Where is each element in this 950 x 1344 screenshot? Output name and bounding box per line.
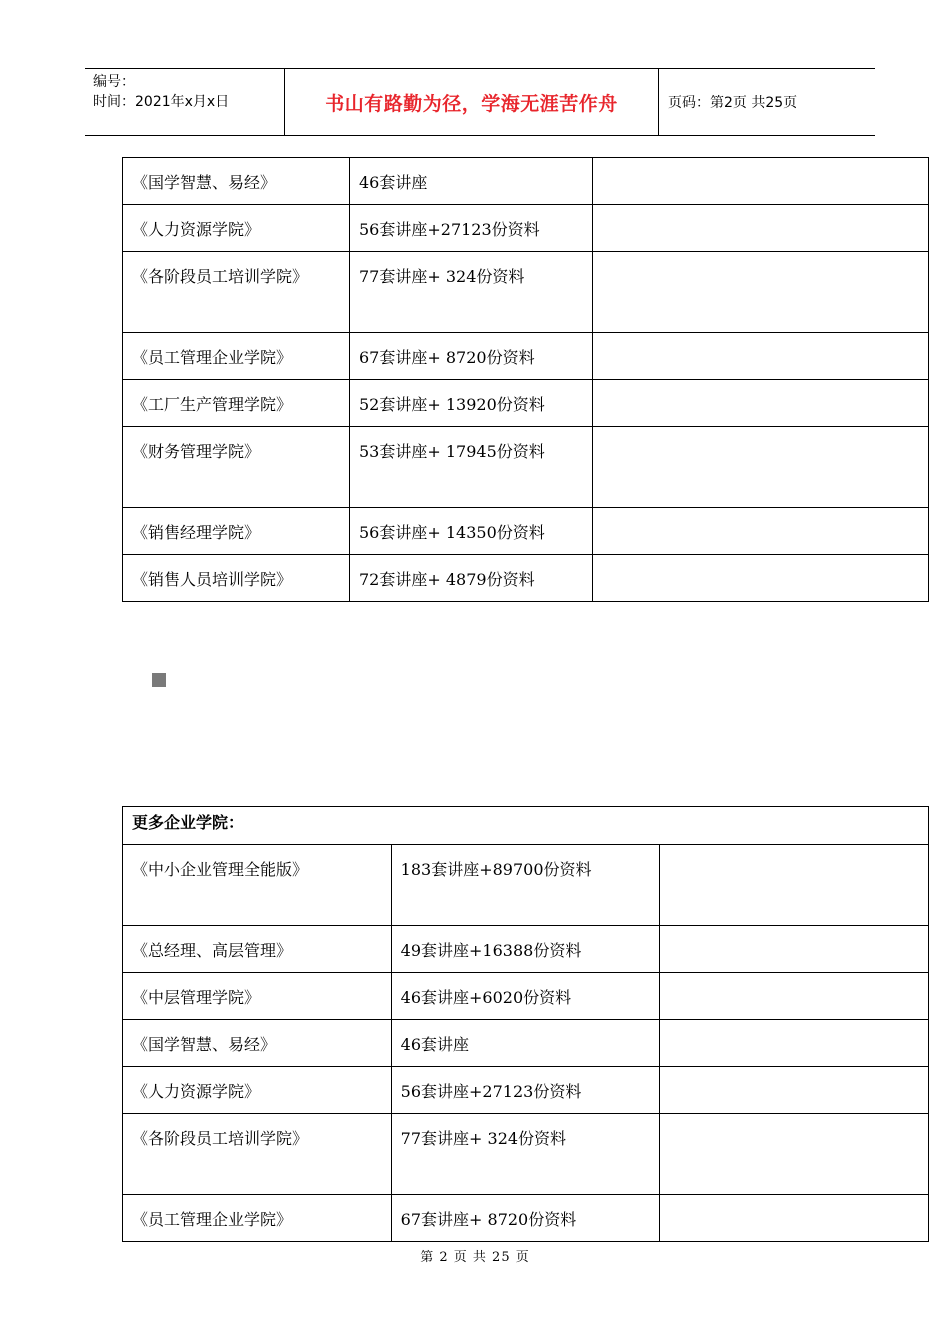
table-row [123,555,929,602]
table-row [123,926,929,973]
course-name: 《国学智慧、易经》 [123,1020,392,1067]
section-title: 更多企业学院： [123,807,929,845]
course-name: 《国学智慧、易经》 [123,158,350,205]
course-note [660,973,929,1020]
course-name: 《中小企业管理全能版》 [123,845,392,926]
course-content: 77套讲座+ 324份资料 [350,252,593,333]
table-row [123,508,929,555]
course-content: 56套讲座+27123份资料 [350,205,593,252]
course-name: 《员工管理企业学院》 [123,333,350,380]
table-row [123,427,929,508]
course-content: 53套讲座+ 17945份资料 [350,427,593,508]
table-row [123,158,929,205]
course-note [593,427,929,508]
time-label: 时间：2021年x月x日 [93,94,230,110]
page-header [85,68,875,136]
course-note [593,333,929,380]
table-row [123,1020,929,1067]
header-meta [85,69,285,135]
course-note [593,205,929,252]
course-content: 56套讲座+ 14350份资料 [350,508,593,555]
course-table-1 [122,157,929,602]
course-name: 《各阶段员工培训学院》 [123,1114,392,1195]
table-row [123,845,929,926]
table-row [123,252,929,333]
table-row [123,973,929,1020]
course-content: 56套讲座+27123份资料 [391,1067,660,1114]
course-note [660,1195,929,1242]
course-name: 《各阶段员工培训学院》 [123,252,350,333]
header-motto: 书山有路勤为径，学海无涯苦作舟 [285,69,659,135]
serial-label: 编号： [93,74,135,90]
course-name: 《中层管理学院》 [123,973,392,1020]
course-note [593,508,929,555]
course-name: 《销售经理学院》 [123,508,350,555]
course-note [593,158,929,205]
table-row [123,1195,929,1242]
table-section-row [123,807,929,845]
course-name: 《销售人员培训学院》 [123,555,350,602]
course-name: 《财务管理学院》 [123,427,350,508]
course-name: 《工厂生产管理学院》 [123,380,350,427]
course-note [660,1114,929,1195]
course-name: 《人力资源学院》 [123,1067,392,1114]
table-row [123,1067,929,1114]
table-row [123,333,929,380]
course-note [660,1020,929,1067]
course-note [660,1067,929,1114]
page-footer: 第 2 页 共 25 页 [420,1250,530,1265]
course-note [593,555,929,602]
course-content: 183套讲座+89700份资料 [391,845,660,926]
table-row [123,380,929,427]
course-content: 77套讲座+ 324份资料 [391,1114,660,1195]
course-name: 《人力资源学院》 [123,205,350,252]
square-bullet-icon [152,673,166,687]
course-content: 67套讲座+ 8720份资料 [350,333,593,380]
course-content: 49套讲座+16388份资料 [391,926,660,973]
course-note [660,926,929,973]
course-content: 52套讲座+ 13920份资料 [350,380,593,427]
table-row [123,205,929,252]
course-content: 46套讲座+6020份资料 [391,973,660,1020]
course-table-2 [122,806,929,1242]
course-note [593,380,929,427]
table-row [123,1114,929,1195]
course-content: 46套讲座 [391,1020,660,1067]
course-note [660,845,929,926]
course-name: 《员工管理企业学院》 [123,1195,392,1242]
course-note [593,252,929,333]
course-content: 67套讲座+ 8720份资料 [391,1195,660,1242]
course-content: 46套讲座 [350,158,593,205]
course-name: 《总经理、高层管理》 [123,926,392,973]
course-content: 72套讲座+ 4879份资料 [350,555,593,602]
header-page-info: 页码：第2页 共25页 [668,95,798,111]
